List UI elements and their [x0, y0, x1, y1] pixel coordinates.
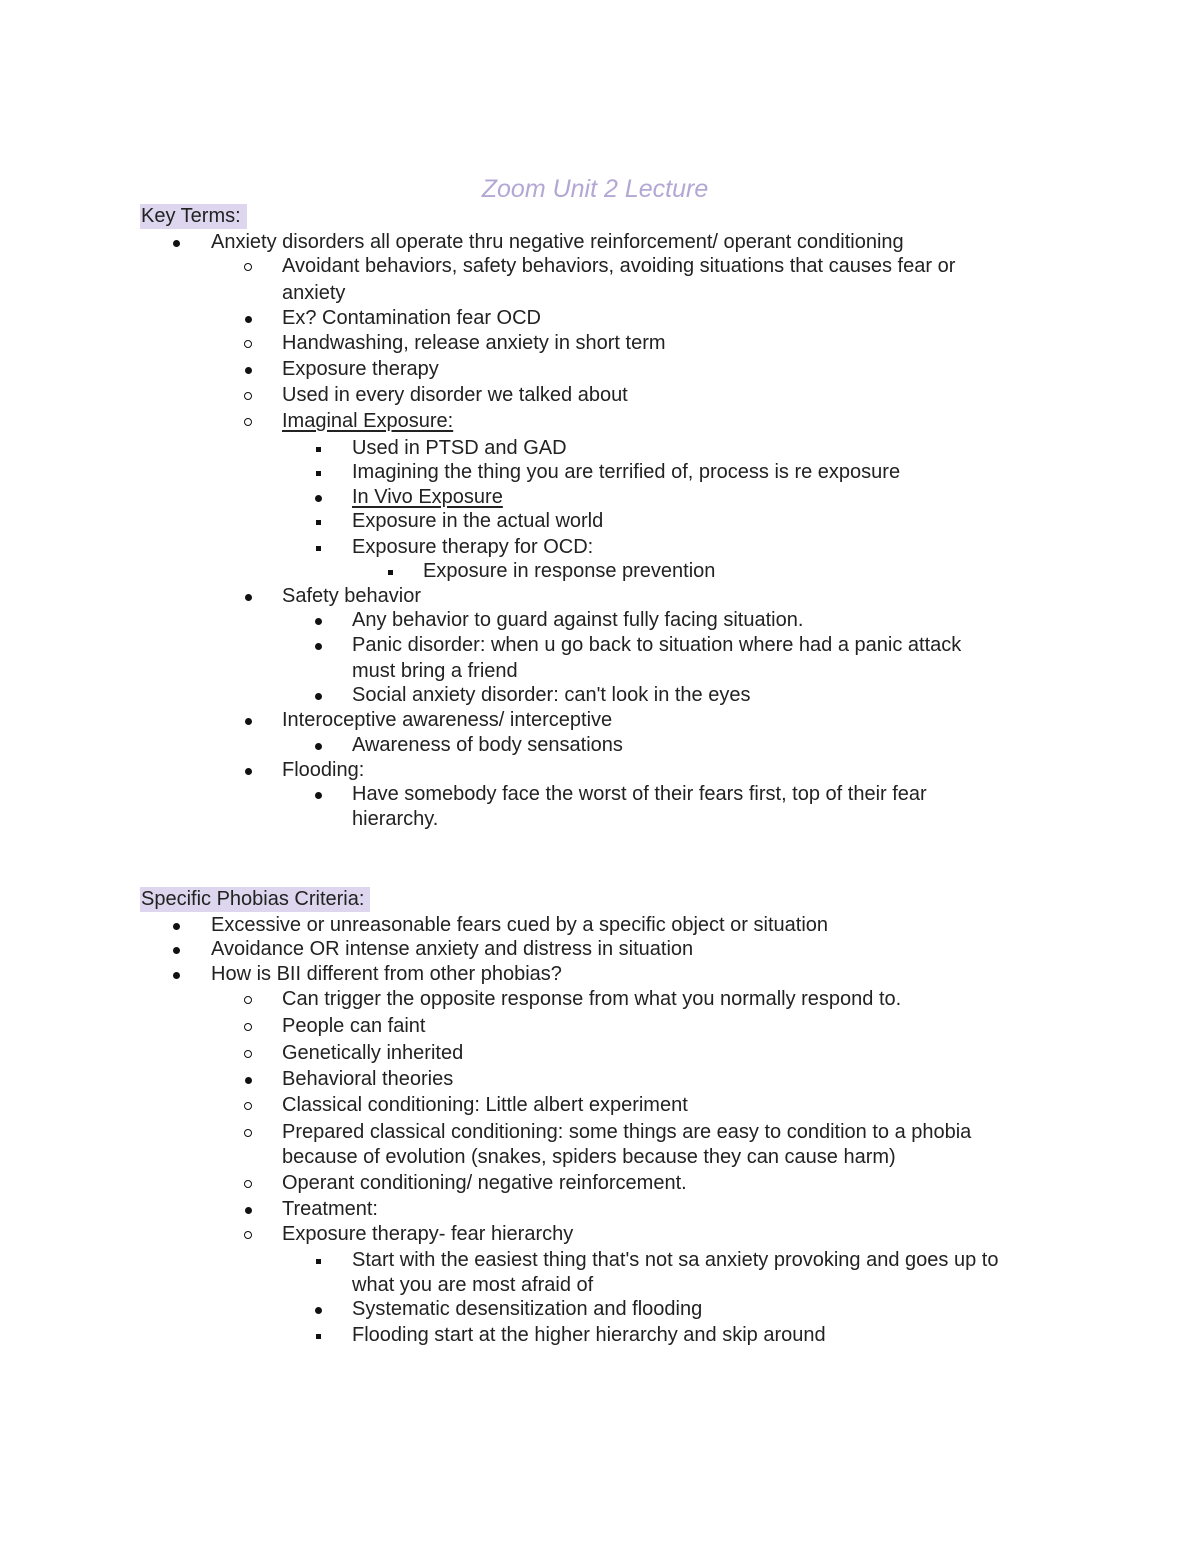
list-item [352, 782, 927, 807]
list-item [282, 281, 345, 306]
list-item [211, 230, 904, 255]
list-item-text: because of evolution (snakes, spiders because they can cause harm) [282, 1146, 896, 1168]
square-bullet-icon [316, 447, 321, 452]
list-item [282, 383, 628, 408]
circle-bullet-icon [244, 1129, 252, 1137]
disc-bullet-icon [315, 693, 322, 700]
list-item-text: Excessive or unreasonable fears cued by a specific object or situation [211, 914, 829, 936]
list-item-text: Imagining the thing you are terrified of, process is re exposure [352, 461, 901, 483]
list-item-text: Systematic desensitization and flooding [352, 1298, 703, 1320]
list-item-text: Exposure therapy- fear hierarchy [282, 1223, 574, 1245]
list-item-text: Ex? Contamination fear OCD [282, 307, 542, 329]
list-item-text: Interoceptive awareness/ interceptive [282, 709, 613, 731]
disc-bullet-icon [245, 1077, 252, 1084]
list-item-text: Avoidant behaviors, safety behaviors, avoiding situations that causes fear or [282, 255, 956, 277]
list-item [282, 357, 439, 382]
list-item-text: People can faint [282, 1015, 426, 1037]
list-item [352, 807, 438, 832]
circle-bullet-icon [244, 1102, 252, 1110]
list-item [352, 733, 623, 758]
list-item-text: Used in PTSD and GAD [352, 437, 567, 459]
list-item-text: Treatment: [282, 1198, 378, 1220]
list-item-text: Anxiety disorders all operate thru negative reinforcement/ operant conditioning [211, 231, 904, 253]
list-item-text: Flooding start at the higher hierarchy and skip around [352, 1324, 826, 1346]
list-item-text: hierarchy. [352, 808, 439, 830]
list-item [352, 485, 503, 510]
disc-bullet-icon [315, 1307, 322, 1314]
list-item-text: what you are most afraid of [352, 1274, 594, 1296]
document-title: Zoom Unit 2 Lecture [481, 175, 709, 203]
list-item [352, 633, 961, 658]
list-item [282, 1067, 453, 1092]
list-item [211, 937, 693, 962]
list-item-text: must bring a friend [352, 660, 518, 682]
list-item [352, 460, 900, 485]
list-item [352, 683, 750, 708]
circle-bullet-icon [244, 1180, 252, 1188]
list-item [282, 306, 541, 331]
list-item [282, 1171, 687, 1196]
list-item [211, 913, 828, 938]
list-item [282, 1014, 425, 1039]
disc-bullet-icon [315, 643, 322, 650]
section-heading: Key Terms: [140, 204, 247, 229]
square-bullet-icon [316, 471, 321, 476]
list-item [282, 1041, 463, 1066]
square-bullet-icon [316, 520, 321, 525]
list-item [282, 1120, 971, 1145]
list-item-text: Avoidance OR intense anxiety and distress in situation [211, 938, 694, 960]
list-item [211, 962, 562, 987]
disc-bullet-icon [315, 743, 322, 750]
square-bullet-icon [316, 1259, 321, 1264]
list-item [282, 331, 666, 356]
list-item [282, 1093, 688, 1118]
list-item [282, 1145, 896, 1170]
circle-bullet-icon [244, 263, 252, 271]
list-item [352, 1248, 998, 1273]
list-item [352, 535, 593, 560]
disc-bullet-icon [245, 367, 252, 374]
list-item [352, 509, 603, 534]
list-item-text: Used in every disorder we talked about [282, 384, 628, 406]
square-bullet-icon [316, 1334, 321, 1339]
list-item-text: In Vivo Exposure [352, 486, 503, 508]
disc-bullet-icon [245, 1207, 252, 1214]
list-item-text: Handwashing, release anxiety in short term [282, 332, 666, 354]
list-item [282, 584, 421, 609]
list-item-text: Imaginal Exposure: [282, 410, 454, 432]
list-item-text: Exposure therapy for OCD: [352, 536, 594, 558]
circle-bullet-icon [244, 1023, 252, 1031]
list-item-text: Social anxiety disorder: can't look in the eyes [352, 684, 751, 706]
list-item-text: Any behavior to guard against fully facing situation. [352, 609, 804, 631]
disc-bullet-icon [315, 495, 322, 502]
list-item-text: Classical conditioning: Little albert experiment [282, 1094, 688, 1116]
list-item-text: Behavioral theories [282, 1068, 454, 1090]
list-item-text: Have somebody face the worst of their fears first, top of their fear [352, 783, 927, 805]
list-item [352, 659, 518, 684]
disc-bullet-icon [173, 923, 180, 930]
square-bullet-icon [316, 546, 321, 551]
list-item [282, 758, 364, 783]
section-heading: Specific Phobias Criteria: [140, 887, 370, 912]
list-item-text: Awareness of body sensations [352, 734, 623, 756]
list-item [352, 1297, 702, 1322]
list-item [282, 1222, 573, 1247]
list-item [282, 254, 955, 279]
circle-bullet-icon [244, 418, 252, 426]
list-item-text: Operant conditioning/ negative reinforcement. [282, 1172, 687, 1194]
list-item [423, 559, 715, 584]
list-item [282, 987, 901, 1012]
list-item-text: How is BII different from other phobias? [211, 963, 562, 985]
list-item-text: Exposure therapy [282, 358, 439, 380]
list-item [282, 409, 453, 434]
list-item [282, 708, 612, 733]
square-bullet-icon [388, 570, 393, 575]
list-item [352, 436, 567, 461]
list-item-text: Can trigger the opposite response from what you normally respond to. [282, 988, 902, 1010]
circle-bullet-icon [244, 1231, 252, 1239]
circle-bullet-icon [244, 392, 252, 400]
disc-bullet-icon [245, 316, 252, 323]
circle-bullet-icon [244, 1050, 252, 1058]
list-item [352, 1323, 826, 1348]
disc-bullet-icon [315, 792, 322, 799]
disc-bullet-icon [245, 594, 252, 601]
list-item [352, 608, 803, 633]
list-item-text: Prepared classical conditioning: some things are easy to condition to a phobia [282, 1121, 972, 1143]
list-item-text: Flooding: [282, 759, 365, 781]
list-item-text: anxiety [282, 282, 346, 304]
disc-bullet-icon [245, 768, 252, 775]
list-item-text: Exposure in response prevention [423, 560, 716, 582]
list-item [282, 1197, 378, 1222]
list-item-text: Start with the easiest thing that's not sa anxiety provoking and goes up to [352, 1249, 999, 1271]
circle-bullet-icon [244, 340, 252, 348]
disc-bullet-icon [173, 240, 180, 247]
disc-bullet-icon [173, 947, 180, 954]
circle-bullet-icon [244, 996, 252, 1004]
disc-bullet-icon [245, 718, 252, 725]
list-item-text: Genetically inherited [282, 1042, 464, 1064]
list-item [352, 1273, 593, 1298]
disc-bullet-icon [315, 618, 322, 625]
list-item-text: Exposure in the actual world [352, 510, 604, 532]
disc-bullet-icon [173, 972, 180, 979]
list-item-text: Panic disorder: when u go back to situation where had a panic attack [352, 634, 962, 656]
list-item-text: Safety behavior [282, 585, 421, 607]
